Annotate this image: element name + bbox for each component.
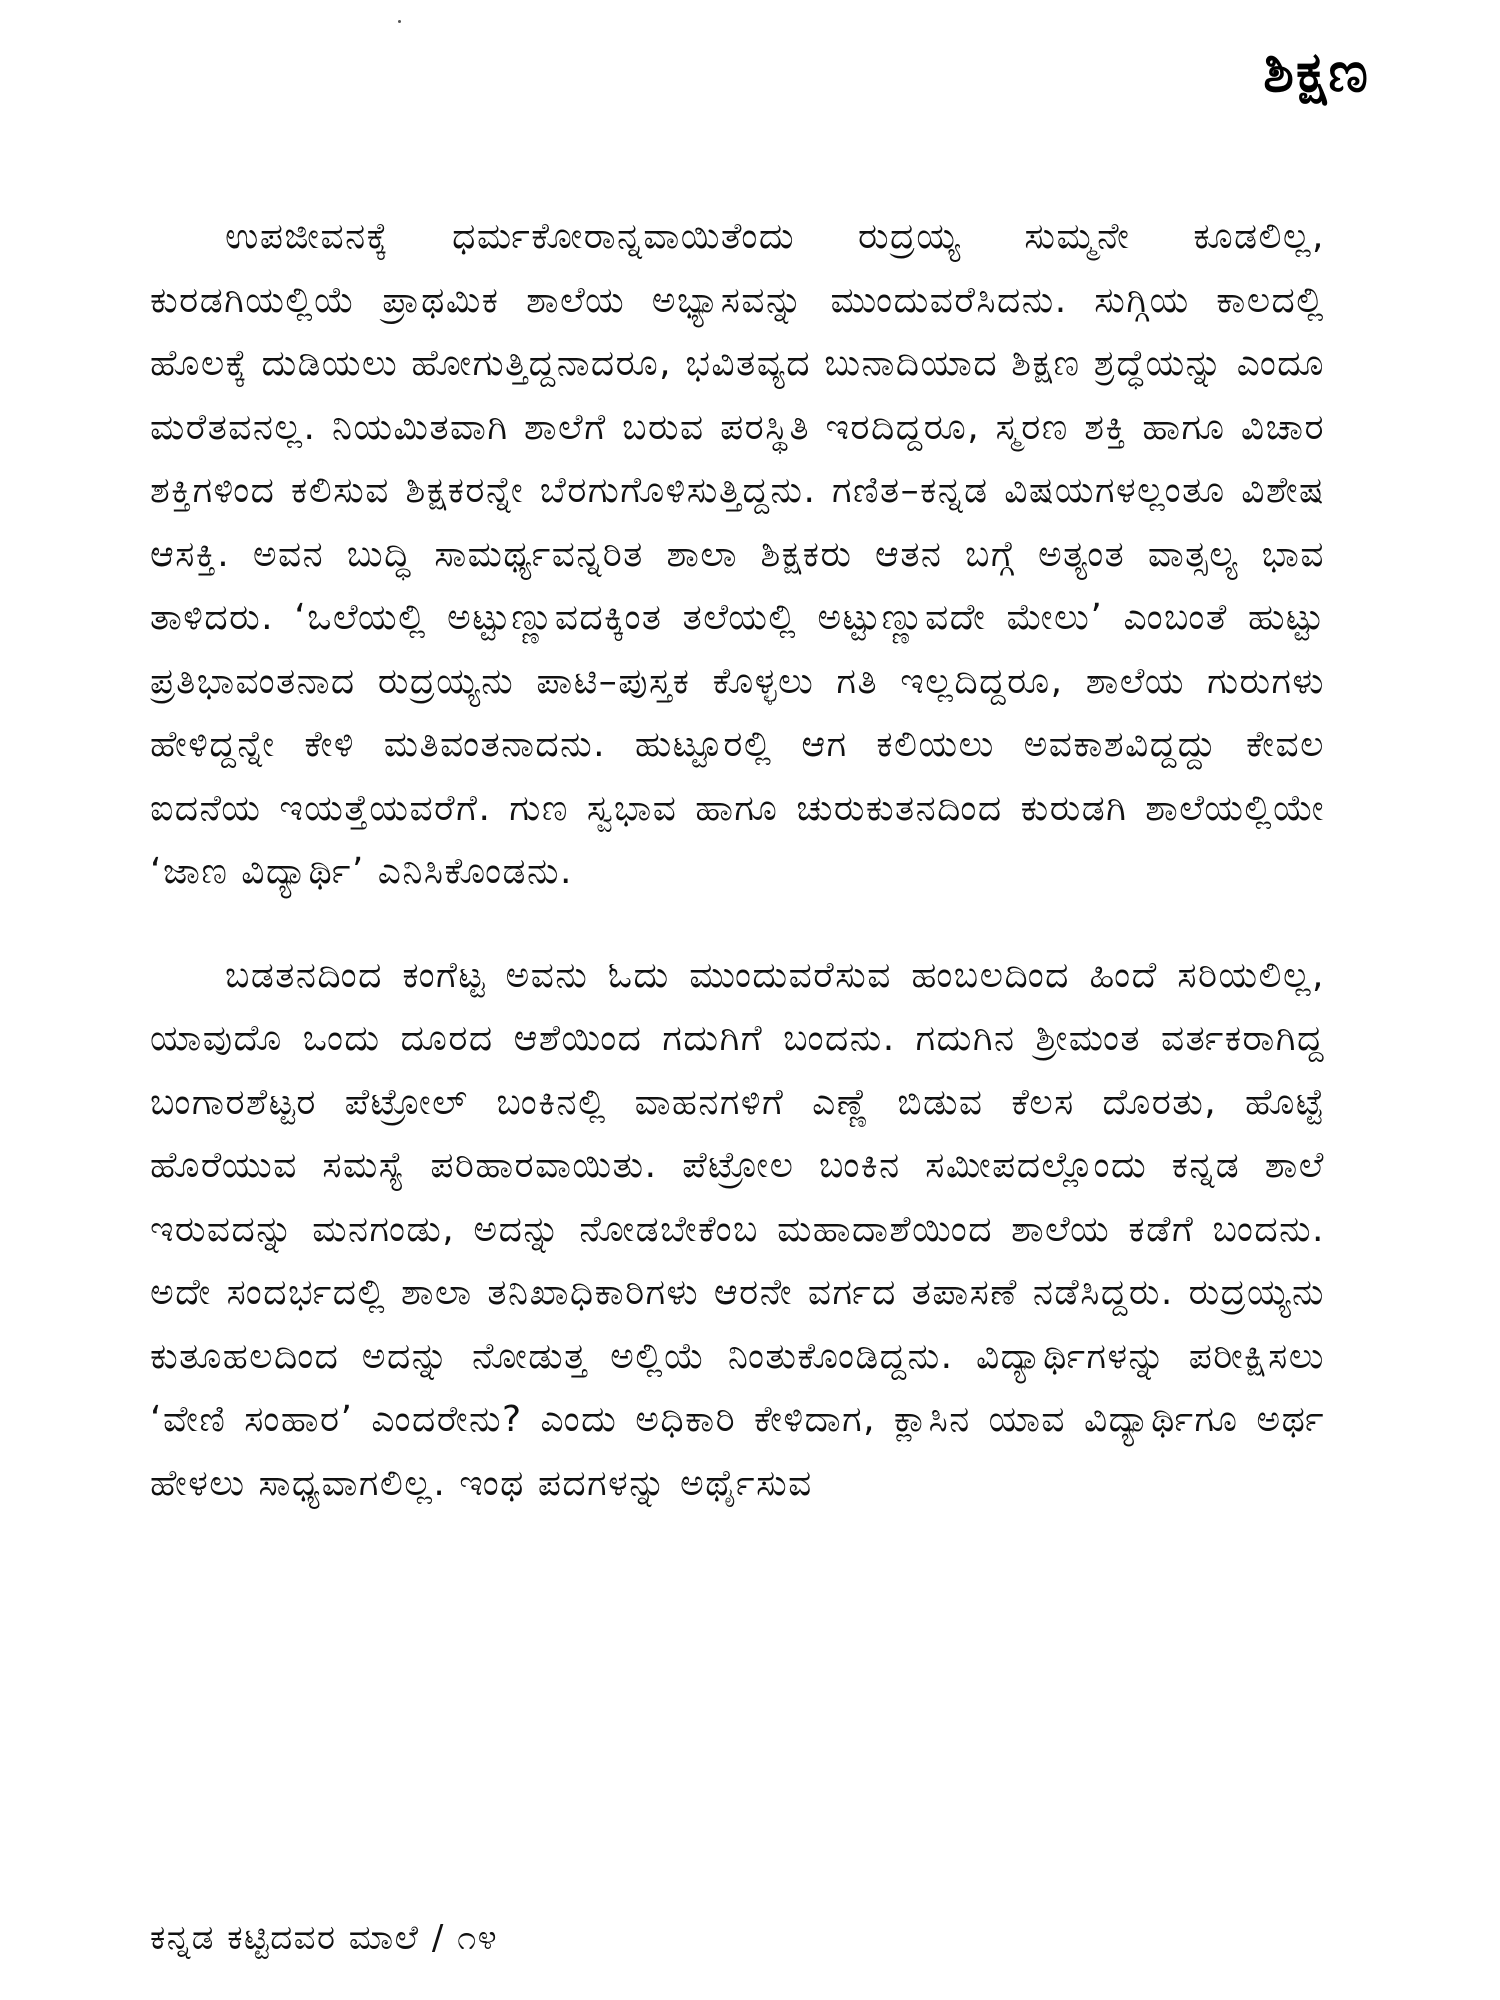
page-title: ಶಿಕ್ಷಣ [1263, 40, 1370, 105]
print-speck [398, 20, 401, 23]
page-footer: ಕನ್ನಡ ಕಟ್ಟಿದವರ ಮಾಲೆ / ೧೪ [150, 1918, 499, 1958]
paragraph-2: ಬಡತನದಿಂದ ಕಂಗೆಟ್ಟ ಅವನು ಓದು ಮುಂದುವರೆಸುವ ಹಂಬಲದಿಂದ ಹಿಂದೆ ಸರಿಯಲಿಲ್ಲ, ಯಾವುದೊ ಒಂದು ದೂರದ ಆಶೆಯಿಂದ ಗದುಗಿಗೆ ಬಂದನು. ಗದುಗಿನ ಶ್ರೀಮಂತ ವರ್ತಕರಾಗಿದ್ದ ಬಂಗಾರಶೆಟ್ಟರ ಪೆಟ್ರೋಲ್ ಬಂಕಿನಲ್ಲಿ ವಾಹನಗಳಿಗೆ ಎಣ್ಣೆ ಬಿಡುವ ಕೆಲಸ ದೊರತು, ಹೊಟ್ಟೆ ಹೊರೆಯುವ ಸಮಸ್ಯೆ ಪರಿಹಾರವಾಯಿತು. ಪೆಟ್ರೋಲ ಬಂಕಿನ ಸಮೀಪದಲ್ಲೊಂದು ಕನ್ನಡ ಶಾಲೆ ಇರುವದನ್ನು ಮನಗಂಡು, ಅದನ್ನು ನೋಡಬೇಕೆಂಬ ಮಹಾದಾಶೆಯಿಂದ ಶಾಲೆಯ ಕಡೆಗೆ ಬಂದನು. ಅದೇ ಸಂದರ್ಭದಲ್ಲಿ ಶಾಲಾ ತನಿಖಾಧಿಕಾರಿಗಳು ಆರನೇ ವರ್ಗದ ತಪಾಸಣೆ ನಡೆಸಿದ್ದರು. ರುದ್ರಯ್ಯನು ಕುತೂಹಲದಿಂದ ಅದನ್ನು ನೋಡುತ್ತ ಅಲ್ಲಿಯೆ ನಿಂತುಕೊಂಡಿದ್ದನು. ವಿದ್ಯಾರ್ಥಿಗಳನ್ನು ಪರೀಕ್ಷಿಸಲು ‘ವೇಣಿ ಸಂಹಾರ’ ಎಂದರೇನು? ಎಂದು ಅಧಿಕಾರಿ ಕೇಳಿದಾಗ, ಕ್ಲಾಸಿನ ಯಾವ ವಿದ್ಯಾರ್ಥಿಗೂ ಅರ್ಥ ಹೇಳಲು ಸಾಧ್ಯವಾಗಲಿಲ್ಲ. ಇಂಥ ಪದಗಳನ್ನು ಅರ್ಥೈಸುವ [150, 954, 1325, 1504]
body-text [150, 205, 1325, 1515]
paragraph-1: ಉಪಜೀವನಕ್ಕೆ ಧರ್ಮಕೋರಾನ್ನವಾಯಿತೆಂದು ರುದ್ರಯ್ಯ ಸುಮ್ಮನೇ ಕೂಡಲಿಲ್ಲ, ಕುರಡಗಿಯಲ್ಲಿಯೆ ಪ್ರಾಥಮಿಕ ಶಾಲೆಯ ಅಭ್ಯಾಸವನ್ನು ಮುಂದುವರೆಸಿದನು. ಸುಗ್ಗಿಯ ಕಾಲದಲ್ಲಿ ಹೊಲಕ್ಕೆ ದುಡಿಯಲು ಹೋಗುತ್ತಿದ್ದನಾದರೂ, ಭವಿತವ್ಯದ ಬುನಾದಿಯಾದ ಶಿಕ್ಷಣ ಶ್ರದ್ಧೆಯನ್ನು ಎಂದೂ ಮರೆತವನಲ್ಲ. ನಿಯಮಿತವಾಗಿ ಶಾಲೆಗೆ ಬರುವ ಪರಸ್ಥಿತಿ ಇರದಿದ್ದರೂ, ಸ್ಮರಣ ಶಕ್ತಿ ಹಾಗೂ ವಿಚಾರ ಶಕ್ತಿಗಳಿಂದ ಕಲಿಸುವ ಶಿಕ್ಷಕರನ್ನೇ ಬೆರಗುಗೊಳಿಸುತ್ತಿದ್ದನು. ಗಣಿತ–ಕನ್ನಡ ವಿಷಯಗಳಲ್ಲಂತೂ ವಿಶೇಷ ಆಸಕ್ತಿ. ಅವನ ಬುದ್ಧಿ ಸಾಮರ್ಥ್ಯವನ್ನರಿತ ಶಾಲಾ ಶಿಕ್ಷಕರು ಆತನ ಬಗ್ಗೆ ಅತ್ಯಂತ ವಾತ್ಸಲ್ಯ ಭಾವ ತಾಳಿದರು. ‘ಒಲೆಯಲ್ಲಿ ಅಟ್ಟುಣ್ಣುವದಕ್ಕಿಂತ ತಲೆಯಲ್ಲಿ ಅಟ್ಟುಣ್ಣುವದೇ ಮೇಲು’ ಎಂಬಂತೆ ಹುಟ್ಟು ಪ್ರತಿಭಾವಂತನಾದ ರುದ್ರಯ್ಯನು ಪಾಟಿ–ಪುಸ್ತಕ ಕೊಳ್ಳಲು ಗತಿ ಇಲ್ಲದಿದ್ದರೂ, ಶಾಲೆಯ ಗುರುಗಳು ಹೇಳಿದ್ದನ್ನೇ ಕೇಳಿ ಮತಿವಂತನಾದನು. ಹುಟ್ಟೂರಲ್ಲಿ ಆಗ ಕಲಿಯಲು ಅವಕಾಶವಿದ್ದದ್ದು ಕೇವಲ ಐದನೆಯ ಇಯತ್ತೆಯವರೆಗೆ. ಗುಣ ಸ್ವಭಾವ ಹಾಗೂ ಚುರುಕುತನದಿಂದ ಕುರುಡಗಿ ಶಾಲೆಯಲ್ಲಿಯೇ ‘ಜಾಣ ವಿದ್ಯಾರ್ಥಿ’ ಎನಿಸಿಕೊಂಡನು. [150, 216, 1325, 892]
